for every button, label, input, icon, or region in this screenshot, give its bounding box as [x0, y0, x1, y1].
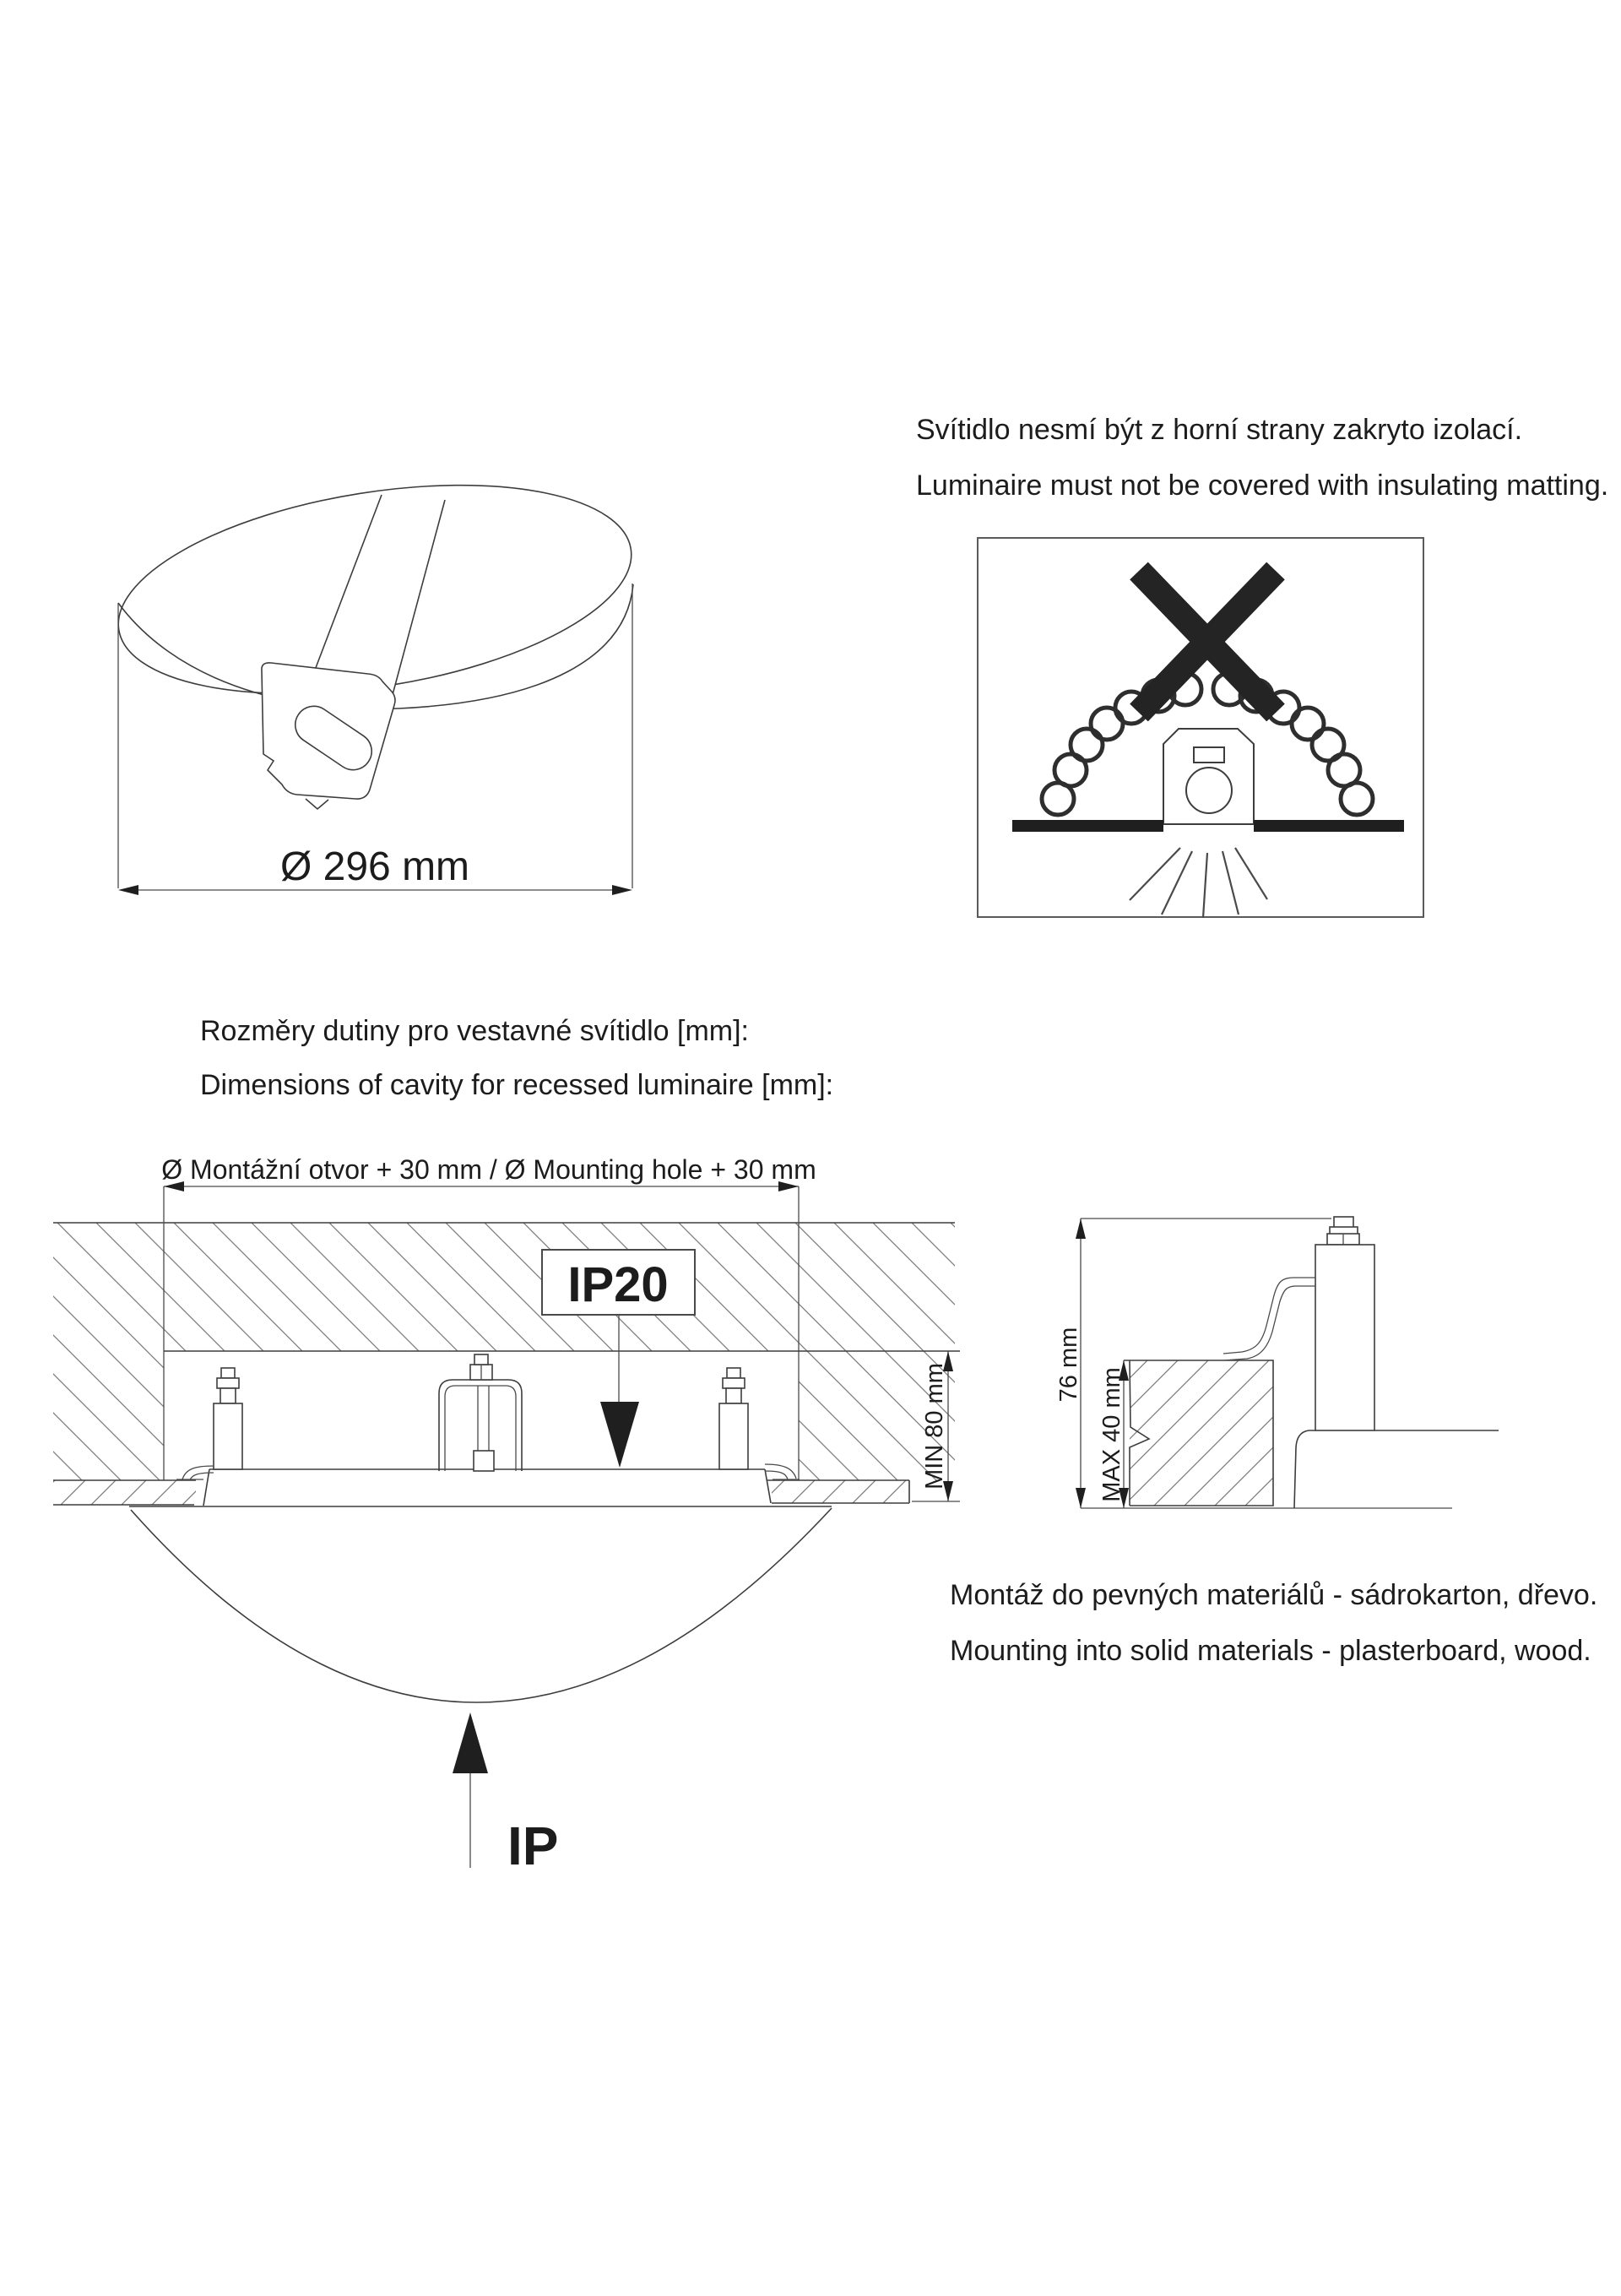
cavity-heading-en: Dimensions of cavity for recessed luminaire [mm]:	[200, 1069, 834, 1101]
insulation-note-cs: Svítidlo nesmí být z horní strany zakryto izolací.	[916, 414, 1523, 446]
mounting-materials-note	[950, 1579, 1597, 1667]
mounting-note-cs: Montáž do pevných materiálů - sádrokarton, dřevo.	[950, 1579, 1598, 1611]
insulation-warning-pictogram	[978, 538, 1423, 918]
down-arrow	[600, 1402, 639, 1468]
fixture-step-top	[203, 1469, 771, 1506]
cavity-dimensions-heading	[200, 1015, 833, 1101]
total-height-dimension-label: 76 mm	[1055, 1327, 1082, 1403]
recessed-luminaire-icon	[1163, 729, 1254, 824]
dimension-arrow-right	[612, 885, 632, 895]
dome-diffuser-curve	[131, 1508, 832, 1702]
panel-thickness-dimension-label: MAX 40 mm	[1098, 1367, 1125, 1502]
slab-hatch-left	[53, 1223, 164, 1480]
center-u-bracket	[439, 1354, 522, 1471]
total-height-arrow-top	[1076, 1219, 1086, 1239]
pictogram-frame	[978, 538, 1423, 917]
diameter-dimension-label: Ø 296 mm	[279, 844, 470, 889]
cavity-heading-cs: Rozměry dutiny pro vestavné svítidlo [mm]:	[200, 1015, 750, 1047]
ip-protection-arrow-label: IP	[507, 1816, 559, 1876]
slab-hatch-top	[164, 1223, 799, 1351]
ceiling-bar-left	[1012, 820, 1163, 832]
dimension-arrow-left	[118, 885, 138, 895]
up-arrow	[453, 1713, 488, 1773]
side-mounting-detail-drawing	[1055, 1217, 1499, 1508]
insulation-warning-note	[916, 414, 1608, 502]
luminaire-base-corner	[1294, 1430, 1499, 1508]
insulation-note-en: Luminaire must not be covered with insulating matting.	[916, 470, 1609, 502]
board-hatch-right	[772, 1480, 909, 1503]
fixing-bolt-left	[214, 1368, 242, 1469]
min-depth-dimension-label: MIN 80 mm	[921, 1363, 948, 1490]
ip-rating-badge-text: IP20	[567, 1257, 669, 1312]
luminaire-top-view-drawing	[104, 453, 646, 895]
panel-hatch	[1130, 1360, 1273, 1506]
fixing-bolt-right	[719, 1368, 748, 1469]
spring-clip-right	[765, 1464, 800, 1479]
ceiling-bar-right	[1254, 820, 1404, 832]
fixing-post	[1315, 1217, 1374, 1430]
mounting-hole-dimension-label: Ø Montážní otvor + 30 mm / Ø Mounting hole + 30 mm	[161, 1154, 816, 1185]
board-hatch-left	[53, 1480, 196, 1505]
strap-tip	[306, 799, 328, 809]
total-height-arrow-bottom	[1076, 1488, 1086, 1508]
cavity-cross-section-drawing	[53, 1154, 960, 1876]
mounting-note-en: Mounting into solid materials - plasterboard, wood.	[950, 1635, 1591, 1667]
detail-spring-clip	[1223, 1278, 1315, 1360]
